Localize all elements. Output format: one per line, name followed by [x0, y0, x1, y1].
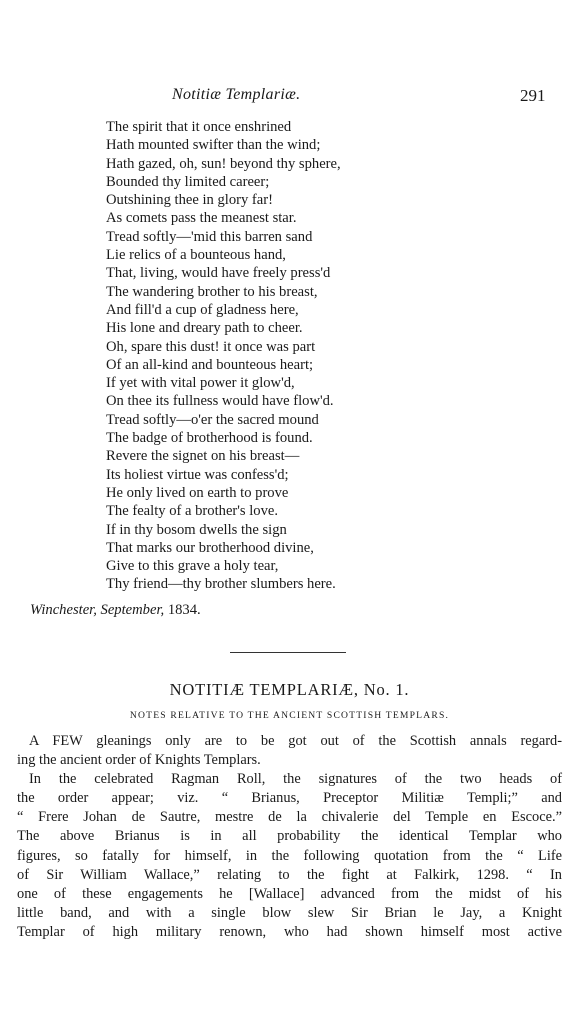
body-line: “ Frere Johan de Sautre, mestre de la chivalerie del Temple en Escoce.”	[17, 809, 562, 826]
running-header	[0, 86, 579, 110]
poem-line: Thy friend—thy brother slumbers here.	[106, 576, 336, 593]
poem-line: Tread softly—'mid this barren sand	[106, 228, 313, 245]
poem-line: That, living, would have freely press'd	[106, 265, 331, 282]
poem	[106, 118, 486, 594]
body-line: of Sir William Wallace,” relating to the fight at Falkirk, 1298. “ In	[17, 866, 562, 883]
signoff-place-date: Winchester, September,	[30, 602, 165, 618]
poem-line: Tread softly—o'er the sacred mound	[106, 411, 319, 428]
poem-line: The wandering brother to his breast,	[106, 283, 318, 300]
poem-line: He only lived on earth to prove	[106, 484, 289, 501]
body-line: figures, so fatally for himself, in the following quotation from the “ Life	[17, 847, 562, 864]
poem-line: As comets pass the meanest star.	[106, 210, 297, 227]
signoff	[30, 602, 201, 619]
poem-line: Outshining thee in glory far!	[106, 192, 273, 209]
poem-line: Lie relics of a bounteous hand,	[106, 247, 286, 264]
poem-line: If in thy bosom dwells the sign	[106, 521, 287, 538]
poem-line: The fealty of a brother's love.	[106, 503, 279, 520]
poem-line: And fill'd a cup of gladness here,	[106, 301, 299, 318]
signoff-year: 1834.	[167, 602, 201, 618]
poem-line: Its holiest virtue was confess'd;	[106, 466, 289, 483]
section-subtitle: NOTES RELATIVE TO THE ANCIENT SCOTTISH TEMPLARS.	[129, 710, 450, 721]
body-line: A FEW gleanings only are to be got out of the Scottish annals regard-	[29, 733, 562, 749]
poem-line: Revere the signet on his breast—	[106, 448, 300, 465]
body-line: little band, and with a single blow slew Sir Brian le Jay, a Knight	[17, 904, 562, 921]
page-number: 291	[520, 86, 546, 105]
body-text	[17, 732, 562, 942]
poem-line: Hath mounted swifter than the wind;	[106, 137, 321, 154]
body-line: one of these engagements he [Wallace] advanced from the midst of his	[17, 885, 562, 902]
poem-line: The spirit that it once enshrined	[106, 119, 292, 135]
poem-line: Bounded thy limited career;	[106, 173, 270, 190]
body-line: the order appear; viz. “ Brianus, Preceptor Militiæ Templi;” and	[17, 790, 562, 807]
body-line: The above Brianus is in all probability the identical Templar who	[17, 828, 562, 845]
running-title: Notitiæ Templariæ.	[172, 86, 301, 103]
poem-line: His lone and dreary path to cheer.	[106, 320, 303, 337]
poem-line: Oh, spare this dust! it once was part	[106, 338, 316, 355]
poem-line: If yet with vital power it glow'd,	[106, 375, 295, 392]
poem-line: The badge of brotherhood is found.	[106, 430, 313, 447]
poem-line: Of an all-kind and bounteous heart;	[106, 356, 314, 373]
body-line: Templar of high military renown, who had shown himself most active	[17, 923, 562, 940]
section-title: NOTITIÆ TEMPLARIÆ, No. 1.	[169, 680, 410, 699]
poem-line: Hath gazed, oh, sun! beyond thy sphere,	[106, 155, 341, 172]
body-line: ing the ancient order of Knights Templars.	[17, 752, 261, 769]
section-divider	[230, 652, 346, 653]
poem-line: Give to this grave a holy tear,	[106, 558, 279, 575]
body-line: In the celebrated Ragman Roll, the signatures of the two heads of	[29, 771, 562, 788]
poem-line: On thee its fullness would have flow'd.	[106, 393, 334, 410]
poem-line: That marks our brotherhood divine,	[106, 539, 314, 556]
